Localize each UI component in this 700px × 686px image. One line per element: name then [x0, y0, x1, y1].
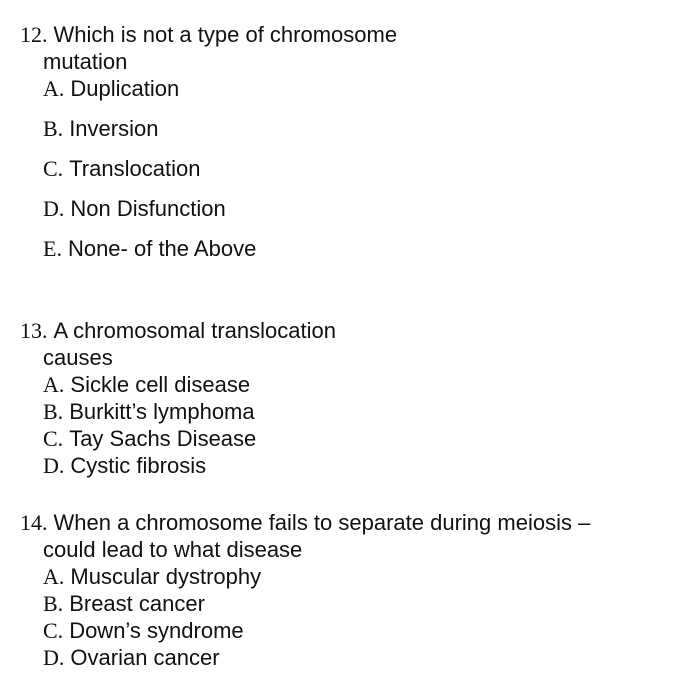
- option-text: Down’s syndrome: [69, 618, 244, 643]
- option-c: [20, 155, 690, 182]
- option-text: Non Disfunction: [70, 196, 226, 221]
- option-letter: B.: [43, 116, 64, 141]
- question-text-continuation: could lead to what disease: [43, 537, 303, 562]
- option-letter: A.: [43, 76, 65, 101]
- option-e: [20, 235, 690, 262]
- option-text: Duplication: [70, 76, 180, 101]
- option-letter: B.: [43, 591, 64, 616]
- option-d: [20, 195, 690, 222]
- question-text: When a chromosome fails to separate during meiosis –: [53, 510, 591, 535]
- option-d: [20, 452, 690, 479]
- question-14: [20, 509, 690, 671]
- option-b: [20, 590, 690, 617]
- question-12: [20, 21, 690, 262]
- option-text: Translocation: [69, 156, 201, 181]
- question-text: A chromosomal translocation: [53, 318, 336, 343]
- option-text: Breast cancer: [69, 591, 205, 616]
- question-text: Which is not a type of chromosome: [53, 22, 398, 47]
- option-text: Tay Sachs Disease: [69, 426, 257, 451]
- option-letter: C.: [43, 156, 64, 181]
- option-letter: C.: [43, 618, 64, 643]
- option-b: [20, 115, 690, 142]
- option-letter: D.: [43, 196, 65, 221]
- option-a: [20, 75, 690, 102]
- option-text: Sickle cell disease: [70, 372, 251, 397]
- option-letter: B.: [43, 399, 64, 424]
- question-text-continuation: causes: [43, 345, 113, 370]
- question-text-continuation: mutation: [43, 49, 128, 74]
- question-number: 12.: [20, 22, 48, 47]
- question-number: 13.: [20, 318, 48, 343]
- option-letter: E.: [43, 236, 62, 261]
- option-text: Ovarian cancer: [70, 645, 220, 670]
- option-text: Cystic fibrosis: [70, 453, 207, 478]
- option-a: [20, 563, 690, 590]
- option-letter: D.: [43, 645, 65, 670]
- option-letter: C.: [43, 426, 64, 451]
- option-letter: A.: [43, 372, 65, 397]
- option-c: [20, 425, 690, 452]
- question-stem: [20, 317, 690, 344]
- option-d: [20, 644, 690, 671]
- option-text: Burkitt’s lymphoma: [69, 399, 255, 424]
- option-text: Inversion: [69, 116, 159, 141]
- option-letter: A.: [43, 564, 65, 589]
- question-stem: [20, 21, 690, 48]
- option-a: [20, 371, 690, 398]
- question-number: 14.: [20, 510, 48, 535]
- option-text: Muscular dystrophy: [70, 564, 262, 589]
- question-stem: [20, 509, 690, 536]
- question-13: [20, 317, 690, 479]
- option-letter: D.: [43, 453, 65, 478]
- option-text: None- of the Above: [67, 236, 257, 261]
- option-c: [20, 617, 690, 644]
- option-b: [20, 398, 690, 425]
